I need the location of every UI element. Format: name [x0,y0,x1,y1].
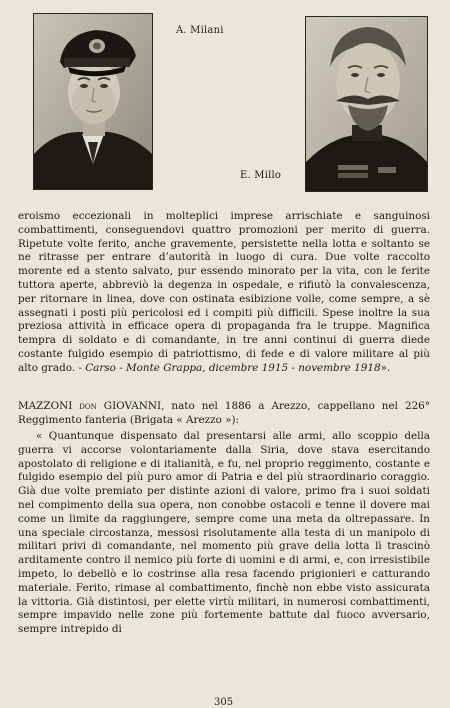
citation-paragraph [18,430,430,637]
citation-paragraph-continued [18,210,430,376]
portrait-photo-milani [33,13,153,190]
citation-place-dates: Carso - Monte Grappa, dicembre 1915 - novembre 1918 [85,361,381,374]
entry-details: , nato nel 1886 a Arezzo, cappellano nel 226° Reggimento fanteria (Brigata « Arezzo »): [18,400,430,426]
entry-given-name: GIOVANNI [103,400,162,412]
photo-caption-milani: A. Milani [176,25,224,36]
page-number: 305 [214,697,234,708]
photo-caption-millo: E. Millo [240,170,282,181]
portrait-photo-millo [305,16,428,192]
citation-body: eroismo eccezionali in molteplici imprese arrischiate e sanguinosi combattimenti, conseguendovi quattro promozioni per merito di guerra. Ripetute volte ferito, anche gravemente, persistette nella lotta e soltanto se ne ritrasse per entrare d’autorità in luogo di cura. Due volte raccolto morente ed a stento salvato, pur essendo minorato per la vita, con le ferite tuttora aperte, abbreviò la degenza in ospedale, e rifiutò la convalescenza, per ritornare in linea, dove con ostinata esibizione volle, come sempre, a sè assegnati i posti più pericolosi ed i compiti più difficili. Spese inoltre la sua preziosa attività in efficace opera di propaganda fra le truppe. Magnifica tempra di soldato e di comandante, in tre anni continui di guerra diede costante fulgido esempio di patriottismo, di fede e di valore militare al più alto grado. - [18,210,430,374]
entry-surname: MAZZONI [18,400,73,412]
citation-text: « Quantunque dispensato dal presentarsi alle armi, allo scoppio della guerra vi accorse volontariamente dalla Siria, dove stava esercitando apostolato di religione e di italianità, e fu, nel proprio reggimento, costante e fulgido esempio del più puro amor di Patria e del più straordinario coraggio. Già due volte premiato per distinte azioni di valore, primo fra i suoi soldati nel compimento della sua opera, non conobbe ostacoli e tenne il dovere mai come un limite da raggiungere, sempre come una meta da oltrepassare. In una speciale circostanza, messosi risolutamente alla testa di un manipolo di militari privi di comandante, nel momento più grave della lotta lì trascinò arditamente contro il nemico più forte di uomini e di armi, e, con irresistibile impeto, lo debellò e lo costrinse alla resa facendo prigionieri e catturando materiale. Ferito, rimase al combattimento, finchè non ebbe visto assicurata la vittoria. Già distintosi, per elette virtù militari, in numerosi combattimenti, sempre impavido nelle zone più fortemente battute dal fuoco avversario, sempre intrepido di [18,430,430,636]
citation-close: ». [380,361,391,374]
entry-title: don [79,400,97,412]
entry-heading [18,400,430,428]
